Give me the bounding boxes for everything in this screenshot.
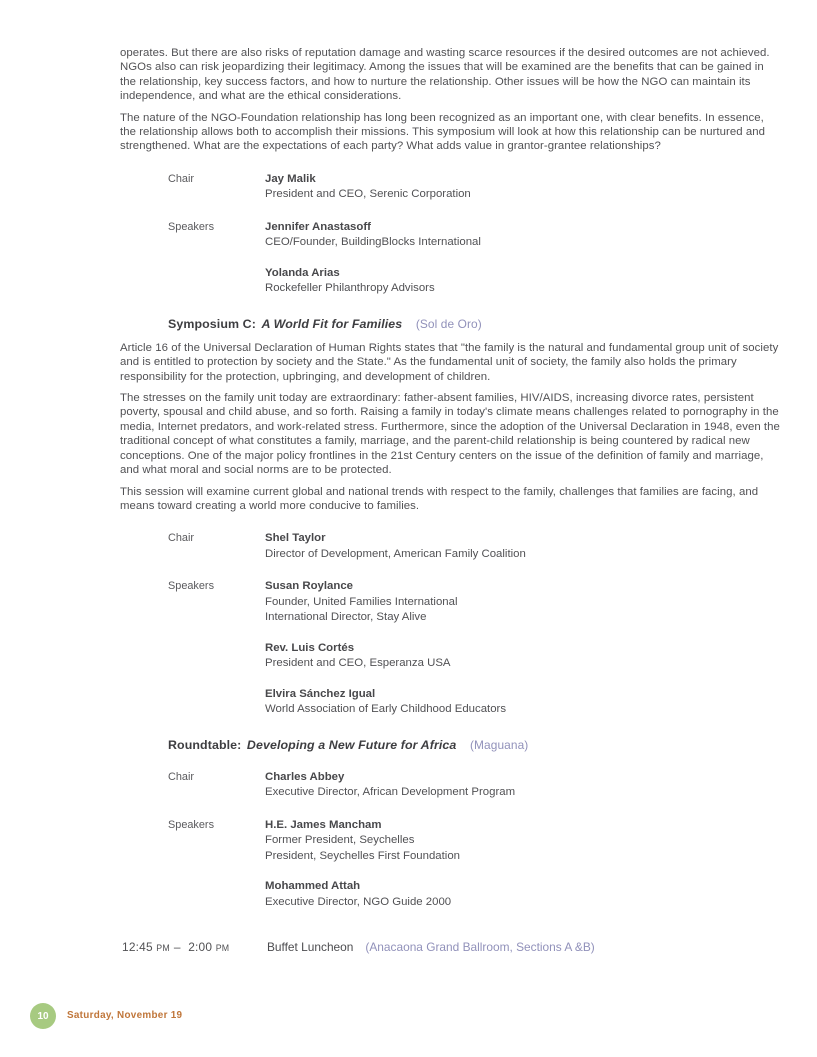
- session-heading-title: A World Fit for Families: [261, 316, 403, 331]
- symposium-c-paragraph-3: This session will examine current global and national trends with respect to the family, challenges that families are facing, and means toward creating a world more conducive to families.: [120, 485, 759, 512]
- person-entry: [265, 531, 526, 562]
- person-title: CEO/Founder, BuildingBlocks International: [265, 236, 481, 249]
- chair-row: [168, 531, 781, 562]
- schedule-time: [120, 940, 267, 954]
- intro-paragraph-2: The nature of the NGO-Foundation relationship has long been recognized as an important one, with clear benefits. In essence, the relationship allows both to accomplish their missions. This symposium will look at how this relationship can be nurtured and strengthened. What are the expectations of each party? What adds value in grantor-grantee relationships?: [120, 111, 766, 153]
- person-entry: [265, 641, 506, 672]
- session-location: (Sol de Oro): [415, 316, 482, 331]
- symposium-c-paragraph-2: The stresses on the family unit today are extraordinary: father-absent families, HIV/AIDS, increasing divorce rates, persistent poverty, spousal and child abuse, and so forth. Raising a family in today's climate means challenges related to pornography in the media, Internet predators, and work-related stress. Furthermore, since the adoption of the Universal Declaration in 1948, even the traditional concept of what constitutes a family, marriage, and the parent-child relationship is being countered by radical new conceptions. One of the major policy frontlines in the 21st Century centers on the issue of the definition of family and marriage, and what moral and social norms are to be protected.: [120, 392, 780, 477]
- speakers-row: [168, 818, 781, 911]
- chair-label: Chair: [168, 172, 195, 185]
- person-name: Yolanda Arias: [265, 266, 340, 279]
- chair-label: Chair: [168, 770, 195, 783]
- person-entry: [265, 687, 506, 718]
- person-title: Rockefeller Philanthropy Advisors: [265, 282, 435, 295]
- person-entry: [265, 879, 460, 910]
- speakers-label: Speakers: [168, 818, 215, 831]
- person-entry: [265, 818, 460, 865]
- page-content: [120, 46, 781, 954]
- person-title: International Director, Stay Alive: [265, 611, 427, 624]
- person-name: Rev. Luis Cortés: [265, 641, 355, 654]
- person-name: Jay Malik: [265, 172, 316, 185]
- person-title: President and CEO, Serenic Corporation: [265, 188, 471, 201]
- time-end: 2:00: [188, 940, 213, 955]
- person-title: World Association of Early Childhood Educators: [265, 703, 507, 716]
- person-name: H.E. James Mancham: [265, 818, 382, 831]
- schedule-event: Buffet Luncheon: [267, 940, 354, 955]
- symposium-c-people: [168, 531, 781, 718]
- session-heading-prefix: Roundtable:: [168, 737, 242, 752]
- symposium-c-heading: [168, 317, 781, 331]
- session-location: (Maguana): [469, 737, 529, 752]
- time-separator: –: [173, 940, 181, 955]
- person-entry: [265, 220, 481, 251]
- person-title: Executive Director, NGO Guide 2000: [265, 895, 452, 908]
- person-title: Former President, Seychelles: [265, 834, 415, 847]
- schedule-row: [120, 940, 781, 954]
- person-title: President and CEO, Esperanza USA: [265, 657, 451, 670]
- person-name: Charles Abbey: [265, 770, 345, 783]
- person-entry: [265, 266, 481, 297]
- person-name: Mohammed Attah: [265, 880, 361, 893]
- footer-date: Saturday, November 19: [67, 1010, 183, 1021]
- session-heading-prefix: Symposium C:: [168, 316, 256, 331]
- schedule-location: (Anacaona Grand Ballroom, Sections A &B): [365, 940, 595, 955]
- speakers-label: Speakers: [168, 580, 215, 593]
- symposium-b-people: [168, 172, 781, 297]
- speakers-row: [168, 220, 781, 297]
- speakers-label: Speakers: [168, 220, 215, 233]
- person-entry: [265, 579, 506, 626]
- symposium-c-paragraph-1: Article 16 of the Universal Declaration of Human Rights states that "the family is the natural and fundamental group unit of society and is entitled to protection by society and the State." As the fundamental unit of society, the family also holds the primary responsibility for the protection, upbringing, and development of children.: [120, 341, 779, 383]
- person-name: Shel Taylor: [265, 532, 326, 545]
- person-name: Susan Roylance: [265, 580, 353, 593]
- person-entry: [265, 172, 471, 203]
- person-title: Founder, United Families International: [265, 595, 458, 608]
- person-name: Jennifer Anastasoff: [265, 220, 371, 233]
- time-end-meridiem: PM: [215, 943, 230, 954]
- person-entry: [265, 770, 515, 801]
- chair-row: [168, 172, 781, 203]
- chair-row: [168, 770, 781, 801]
- speakers-row: [168, 579, 781, 718]
- time-start: 12:45: [122, 940, 153, 955]
- person-title: Executive Director, African Development Program: [265, 786, 516, 799]
- page-number-badge: 10: [30, 1003, 56, 1029]
- roundtable-heading: [168, 738, 781, 752]
- intro-paragraph-1: operates. But there are also risks of reputation damage and wasting scarce resources if the desired outcomes are not achieved. NGOs also can risk jeopardizing their legitimacy. Among the issues that will be examined are the benefits that can be gained in the relationship, key success factors, and how to nurture the relationship. Other issues will be how the NGO can maintain its independence, and what are the ethical considerations.: [120, 47, 770, 103]
- person-title: Director of Development, American Family Coalition: [265, 547, 526, 560]
- session-heading-title: Developing a New Future for Africa: [246, 737, 457, 752]
- person-name: Elvira Sánchez Igual: [265, 687, 376, 700]
- roundtable-people: [168, 770, 781, 911]
- person-title: President, Seychelles First Foundation: [265, 849, 461, 862]
- time-start-meridiem: PM: [156, 943, 170, 954]
- chair-label: Chair: [168, 532, 195, 545]
